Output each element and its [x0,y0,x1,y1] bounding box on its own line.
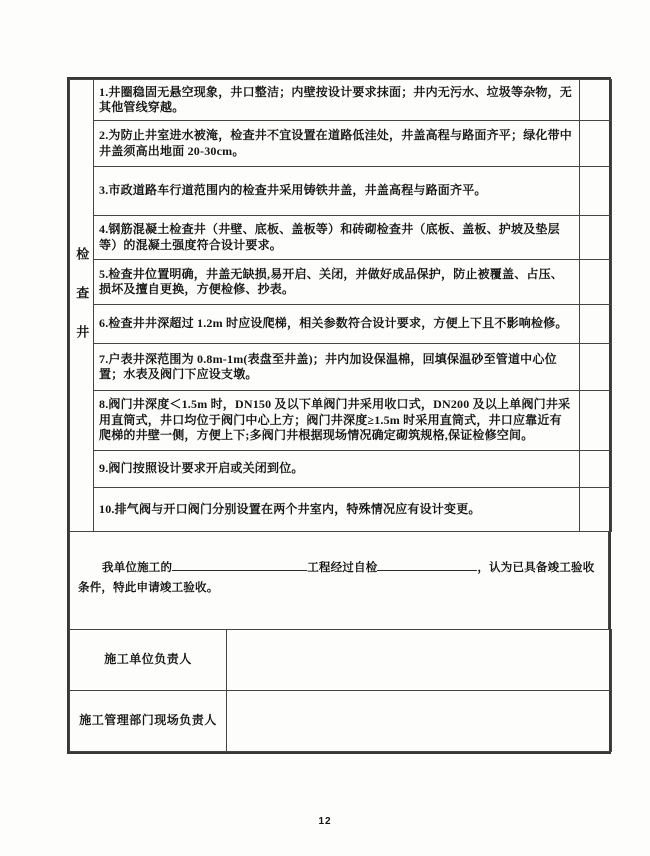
declaration-cell [70,532,609,630]
site-manager-label: 施工管理部门现场负责人 [70,691,227,752]
check-result-cell-9[interactable] [580,451,612,488]
checklist-item-1: 1.井圈稳固无悬空现象，井口整洁；内壁按设计要求抹面；井内无污水、垃圾等杂物，无其他管线穿越。 [94,80,580,121]
checklist-item-3: 3.市政道路车行道范围内的检查井采用铸铁井盖，井盖高程与路面齐平。 [94,167,580,216]
construction-unit-head-label: 施工单位负责人 [70,630,227,691]
check-result-cell-1[interactable] [580,80,612,121]
check-result-cell-4[interactable] [580,216,612,260]
table-row [70,216,612,260]
checklist-item-10: 10.排气阀与开口阀门分别设置在两个井室内，特殊情况应有设计变更。 [94,488,580,532]
table-row [70,167,612,216]
table-row [70,121,612,167]
declaration-text [78,558,600,598]
checklist-item-4: 4.钢筋混凝土检查井（井壁、底板、盖板等）和砖砌检查井（底板、盖板、护坡及垫层等）的混凝土强度符合设计要求。 [94,216,580,260]
check-result-cell-10[interactable] [580,488,612,532]
checklist-item-6: 6.检查井井深超过 1.2m 时应设爬梯，相关参数符合设计要求，方便上下且不影响检修。 [94,305,580,344]
page-number: 12 [318,816,332,827]
declaration-tail: ，认为已具备竣工验收条件，特此申请竣工验收。 [78,562,595,594]
declaration-mid: 工程经过自检 [307,562,378,574]
table-row [70,488,612,532]
check-result-cell-6[interactable] [580,305,612,344]
table-row [70,80,612,121]
table-row [70,305,612,344]
declaration-lead: 我单位施工的 [102,562,173,574]
declaration-table [69,531,609,630]
project-name-blank[interactable] [172,559,307,571]
site-manager-signature-cell[interactable] [227,691,612,752]
table-row [70,630,612,691]
check-result-cell-8[interactable] [580,391,612,451]
check-result-cell-7[interactable] [580,344,612,391]
table-row [70,344,612,391]
checklist-item-2: 2.为防止井室进水被淹，检查井不宜设置在道路低洼处，井盖高程与路面齐平；绿化带中井盖须高出地面 20-30cm。 [94,121,580,167]
checklist-item-5: 5.检查井位置明确，井盖无缺损,易开启、关闭，并做好成品保护，防止被覆盖、占压、损坏及擅自更换，方便检修、抄表。 [94,260,580,305]
checklist-item-8: 8.阀门井深度＜1.5m 时，DN150 及以下单阀门井采用收口式，DN200 及以上单阀门井采用直筒式，井口均位于阀门中心上方；阀门井深度≥1.5m 时采用直筒式，井口应靠近有爬梯的井壁一侧，方便上下;多阀门井根据现场情况确定砌筑规格,保证检修空间。 [94,391,580,451]
checklist-item-7: 7.户表井深范围为 0.8m-1m(表盘至井盖)；井内加设保温棉，回填保温砂至管道中心位置；水表及阀门下应设支墩。 [94,344,580,391]
inspection-form-table [67,77,611,754]
signature-table [69,629,612,752]
check-result-cell-2[interactable] [580,121,612,167]
check-result-cell-5[interactable] [580,260,612,305]
table-row [70,451,612,488]
checklist-item-9: 9.阀门按照设计要求开启或关闭到位。 [94,451,580,488]
table-row [70,691,612,752]
table-row [70,532,609,630]
self-check-result-blank[interactable] [377,559,477,571]
checklist-table [69,79,612,532]
table-row [70,391,612,451]
category-label: 检查井 [74,247,90,364]
construction-unit-head-signature-cell[interactable] [227,630,612,691]
category-cell [70,80,94,532]
check-result-cell-3[interactable] [580,167,612,216]
table-row [70,260,612,305]
